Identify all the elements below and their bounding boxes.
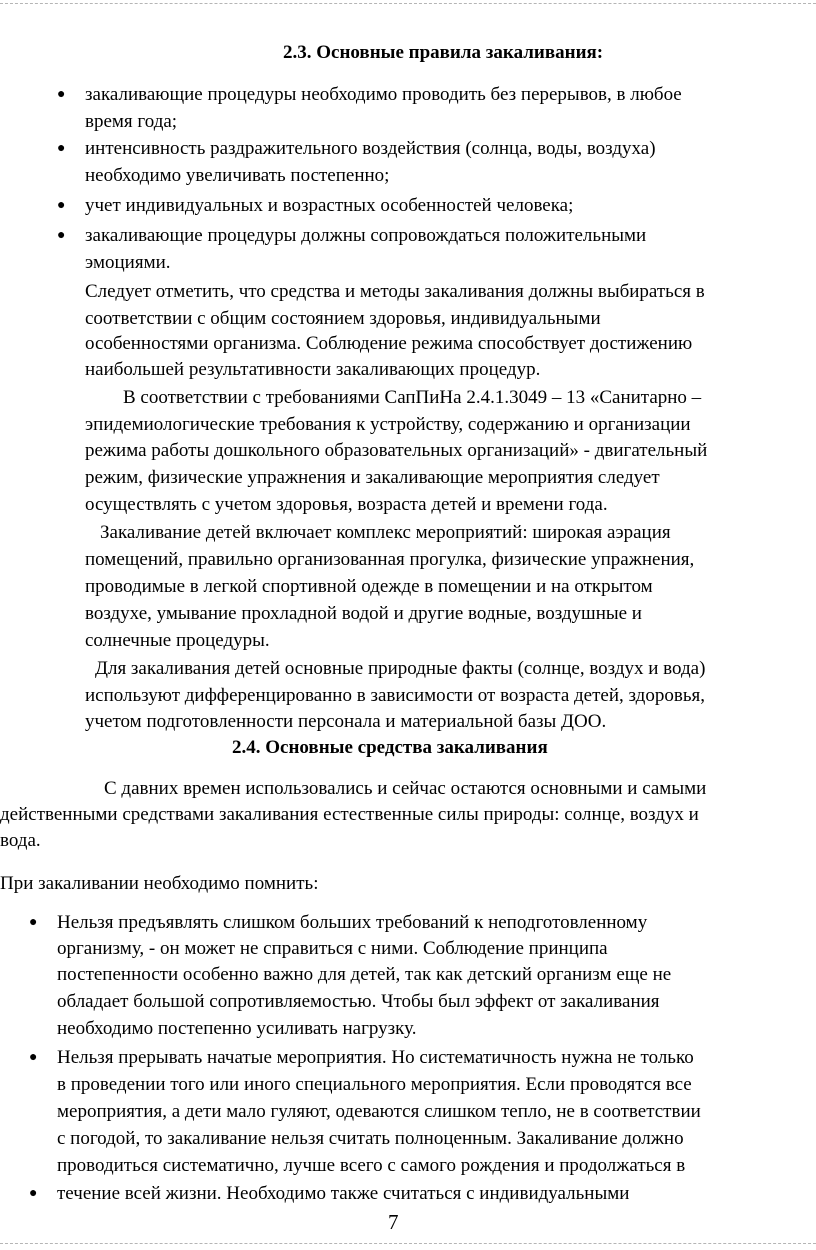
paragraph-line: Для закаливания детей основные природные факты (солнце, воздух и вода)	[95, 658, 706, 679]
paragraph-line: режима работы дошкольного образовательных организаций» - двигательный	[85, 440, 708, 461]
paragraph-line: режим, физические упражнения и закаливающие мероприятия следует	[85, 467, 660, 488]
paragraph-line: используют дифференцированно в зависимости от возраста детей, здоровья,	[85, 685, 705, 706]
list-item-line: закаливающие процедуры должны сопровождаться положительными	[85, 225, 647, 246]
paragraph-line: осуществлять с учетом здоровья, возраста детей и времени года.	[85, 494, 608, 515]
remember-intro: При закаливании необходимо помнить:	[0, 873, 319, 894]
bullet-icon: ●	[57, 141, 66, 156]
list-item-line: Нельзя предъявлять слишком больших требований к неподготовленному	[57, 912, 648, 933]
page-top-border	[0, 3, 816, 4]
paragraph-line: С давних времен использовались и сейчас остаются основными и самыми	[104, 778, 707, 799]
list-item-line: мероприятия, а дети мало гуляют, одеваются слишком тепло, не в соответствии	[57, 1101, 701, 1122]
page-bottom-border	[0, 1243, 816, 1244]
list-item-line: Нельзя прерывать начатые мероприятия. Но систематичность нужна не только	[57, 1047, 694, 1068]
paragraph-line: солнечные процедуры.	[85, 630, 270, 651]
paragraph-line: Закаливание детей включает комплекс мероприятий: широкая аэрация	[100, 522, 671, 543]
list-item-line: в проведении того или иного специального мероприятия. Если проводятся все	[57, 1074, 692, 1095]
page-number: 7	[388, 1210, 399, 1234]
bullet-icon: ●	[57, 228, 66, 243]
list-item-line: постепенности особенно важно для детей, так как детский организм еще не	[57, 964, 672, 985]
paragraph-line: особенностями организма. Соблюдение режима способствует достижению	[85, 333, 693, 354]
paragraph-line: воздухе, умывание прохладной водой и другие водные, воздушные и	[85, 603, 642, 624]
list-item-line: интенсивность раздражительного воздействия (солнца, воды, воздуха)	[85, 138, 656, 159]
list-item-line: закаливающие процедуры необходимо проводить без перерывов, в любое	[85, 84, 682, 105]
paragraph-line: Следует отметить, что средства и методы закаливания должны выбираться в	[85, 281, 705, 302]
list-item-line: проводиться систематично, лучше всего с самого рождения и продолжаться в	[57, 1155, 686, 1176]
bullet-icon: ●	[57, 87, 66, 102]
list-item-line: течение всей жизни. Необходимо также считаться с индивидуальными	[57, 1183, 630, 1204]
paragraph-line: проводимые в легкой спортивной одежде в помещении и на открытом	[85, 576, 653, 597]
bullet-icon: ●	[29, 915, 38, 930]
paragraph-line: учетом подготовленности персонала и материальной базы ДОО.	[85, 711, 607, 732]
paragraph-line: вода.	[0, 830, 41, 851]
list-item-line: организму, - он может не справиться с ними. Соблюдение принципа	[57, 938, 608, 959]
paragraph-line: соответствии с общим состоянием здоровья, индивидуальными	[85, 308, 601, 329]
list-item-line: необходимо постепенно усиливать нагрузку.	[57, 1018, 417, 1039]
bullet-icon: ●	[57, 198, 66, 213]
list-item-line: необходимо увеличивать постепенно;	[85, 165, 390, 186]
list-item-line: учет индивидуальных и возрастных особенностей человека;	[85, 195, 574, 216]
list-item-line: обладает большой сопротивляемостью. Чтобы был эффект от закаливания	[57, 991, 660, 1012]
paragraph-line: помещений, правильно организованная прогулка, физические упражнения,	[85, 549, 695, 570]
section-heading-2-3: 2.3. Основные правила закаливания:	[283, 42, 604, 63]
list-item-line: с погодой, то закаливание нельзя считать полноценным. Закаливание должно	[57, 1128, 684, 1149]
bullet-icon: ●	[29, 1186, 38, 1201]
list-item-line: эмоциями.	[85, 252, 171, 273]
paragraph-line: наибольшей результативности закаливающих процедур.	[85, 359, 541, 380]
bullet-icon: ●	[29, 1050, 38, 1065]
paragraph-line: В соответствии с требованиями СапПиНа 2.4.1.3049 – 13 «Санитарно –	[123, 387, 702, 408]
list-item-line: время года;	[85, 111, 178, 132]
paragraph-line: эпидемиологические требования к устройству, содержанию и организации	[85, 414, 691, 435]
paragraph-line: действенными средствами закаливания естественные силы природы: солнце, воздух и	[0, 804, 699, 825]
section-heading-2-4: 2.4. Основные средства закаливания	[232, 737, 548, 758]
